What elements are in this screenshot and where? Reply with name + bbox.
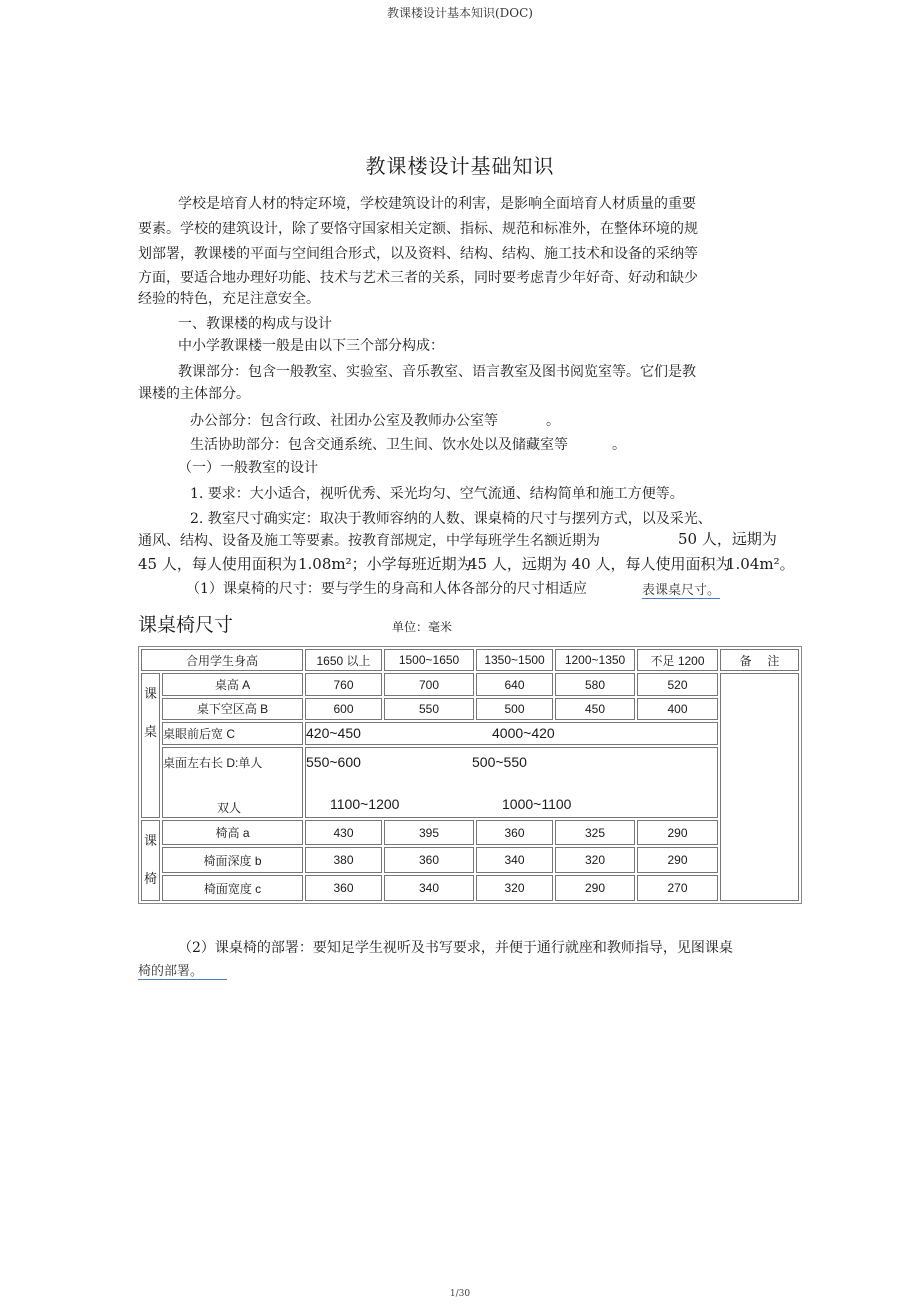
size-line-3-d: 1.04m²。	[726, 555, 795, 573]
size-line-3-c: 45 人，远期为 40 人，每人使用面积为	[468, 555, 731, 573]
table-cell: 290	[637, 847, 718, 873]
table-row-label: 椅面深度 b	[162, 847, 303, 873]
teaching-part-line-2: 课楼的主体部分。	[138, 386, 250, 402]
table-cell: 520	[637, 673, 718, 695]
row-c-value-1: 420~450	[306, 725, 361, 742]
table-cell: 290	[555, 875, 635, 901]
table-cell: 360	[305, 875, 382, 901]
section-heading-1: 一、教课楼的构成与设计	[178, 316, 332, 332]
intro-line-4: 方面，要适合地办理好功能、技术与艺术三者的关系，同时要考虑青少年好奇、好动和缺少	[138, 270, 698, 286]
table-row	[141, 722, 799, 744]
section-1-intro: 中小学教课楼一般是由以下三个部分构成：	[178, 338, 444, 354]
row-double-value-2: 1000~1100	[502, 795, 572, 812]
table-cell: 290	[637, 820, 718, 846]
table-cell: 360	[476, 820, 553, 846]
table-header-cell: 备 注	[720, 649, 799, 671]
size-line-3-b: 1.08m²；小学每班近期为	[298, 555, 472, 573]
table-cell: 430	[305, 820, 382, 846]
table-header-cell: 1500~1650	[384, 649, 474, 671]
table-cell: 400	[637, 698, 718, 720]
intro-line-5: 经验的特色，充足注意安全。	[138, 291, 320, 307]
layout-text: （2）课桌椅的部署：要知足学生视听及书写要求，并便于通行就座和教师指导，见图课桌	[178, 940, 733, 956]
size-line-2-tail: 50 人，远期为	[678, 530, 777, 548]
row-d-value-2: 500~550	[472, 753, 527, 770]
table-header-cell: 合用学生身高	[141, 649, 303, 671]
intro-line-2: 要素。学校的建筑设计，除了要恪守国家相关定额、指标、规范和标准外，在整体环境的规	[138, 221, 698, 237]
table-header-cell: 1650 以上	[305, 649, 382, 671]
desk-size-link[interactable]	[642, 579, 720, 598]
office-part-period: 。	[546, 413, 560, 429]
table-row	[141, 747, 799, 792]
row-double-value-1: 1100~1200	[330, 795, 400, 812]
table-cell: 580	[555, 673, 635, 695]
table-cell: 450	[555, 698, 635, 720]
chair-group-label: 课椅	[141, 820, 160, 901]
table-cell: 600	[305, 698, 382, 720]
page-title: 教课楼设计基础知识	[365, 154, 555, 178]
row-double-label: 双人	[217, 800, 242, 815]
table-header-cell: 不足 1200	[637, 649, 718, 671]
table-cell: 500	[476, 698, 553, 720]
table-row	[141, 820, 799, 846]
life-part: 生活协助部分：包含交通系统、卫生间、饮水处以及储藏室等	[190, 437, 568, 453]
table-cell: 270	[637, 875, 718, 901]
row-d-values	[306, 754, 717, 770]
table-cell: 360	[384, 847, 474, 873]
table-row-label: 桌眼前后宽 C	[162, 722, 303, 744]
table-cell: 760	[305, 673, 382, 695]
table-cell: 640	[476, 673, 553, 695]
table-row	[141, 673, 799, 695]
table-merged-cell	[305, 722, 718, 744]
desk-group-label: 课桌	[141, 673, 160, 817]
page-number: 1/30	[449, 1289, 471, 1299]
intro-line-1: 学校是培育人材的特定环境，学校建筑设计的利害，是影响全面培育人材质量的重要	[178, 196, 696, 212]
desk-chair-size-table	[138, 646, 802, 904]
table-cell: 320	[555, 847, 635, 873]
table-cell: 325	[555, 820, 635, 846]
table-cell: 395	[384, 820, 474, 846]
table-header-cell: 1350~1500	[476, 649, 553, 671]
row-c-value-2: 4000~420	[492, 725, 555, 742]
intro-line-3: 划部署，教课楼的平面与空间组合形式，以及资料、结构、结构、施工技术和设备的采纳等	[138, 246, 698, 262]
life-part-period: 。	[612, 437, 626, 453]
document-header: 教课楼设计基本知识(DOC)	[386, 6, 533, 20]
table-row-label: 桌下空区高 B	[162, 698, 303, 720]
layout-link[interactable]	[138, 960, 227, 979]
table-header-cell: 1200~1350	[555, 649, 635, 671]
table-cell: 700	[384, 673, 474, 695]
table-cell: 340	[476, 847, 553, 873]
table-cell: 550	[384, 698, 474, 720]
table-title: 课桌椅尺寸	[138, 614, 234, 636]
teaching-part-line-1: 教课部分：包含一般教室、实验室、音乐教室、语言教室及图书阅览室等。它们是教	[178, 364, 696, 380]
table-row	[141, 698, 799, 720]
size-line-2: 通风、结构、设备及施工等要素。按教育部规定，中学每班学生名额近期为	[138, 533, 600, 549]
desk-size-link-text[interactable]: 表课桌尺寸。	[642, 583, 721, 598]
table-cell: 320	[476, 875, 553, 901]
table-row	[141, 847, 799, 873]
table-row-label: 椅面宽度 c	[162, 875, 303, 901]
desk-size-text: （1）课桌椅的尺寸：要与学生的身高和人体各部分的尺寸相适应	[186, 581, 587, 597]
table-cell: 340	[384, 875, 474, 901]
row-d-label: 桌面左右长 D:单人	[163, 755, 263, 770]
table-unit: 单位：毫米	[392, 620, 453, 634]
office-part: 办公部分：包含行政、社团办公室及教师办公室等	[190, 413, 498, 429]
requirements: 1. 要求：大小适合，视听优秀、采光均匀、空气流通、结构简单和施工方便等。	[190, 486, 684, 502]
table-row-label	[162, 747, 303, 818]
layout-link-text[interactable]: 椅的部署。	[138, 964, 227, 980]
size-line-3-a: 45 人，每人使用面积为	[138, 555, 297, 573]
table-row-label: 桌高 A	[162, 673, 303, 695]
table-row-label: 椅高 a	[162, 820, 303, 846]
size-line-1: 2. 教室尺寸确实定：取决于教师容纳的人数、课桌椅的尺寸与摆列方式，以及采光、	[190, 511, 712, 527]
row-d-value-1: 550~600	[306, 753, 361, 770]
table-merged-cell	[305, 747, 718, 818]
row-double-values	[306, 796, 717, 812]
table-row	[141, 875, 799, 901]
remarks-cell	[720, 673, 799, 901]
table-cell: 380	[305, 847, 382, 873]
subsection-heading: （一）一般教室的设计	[178, 460, 318, 476]
